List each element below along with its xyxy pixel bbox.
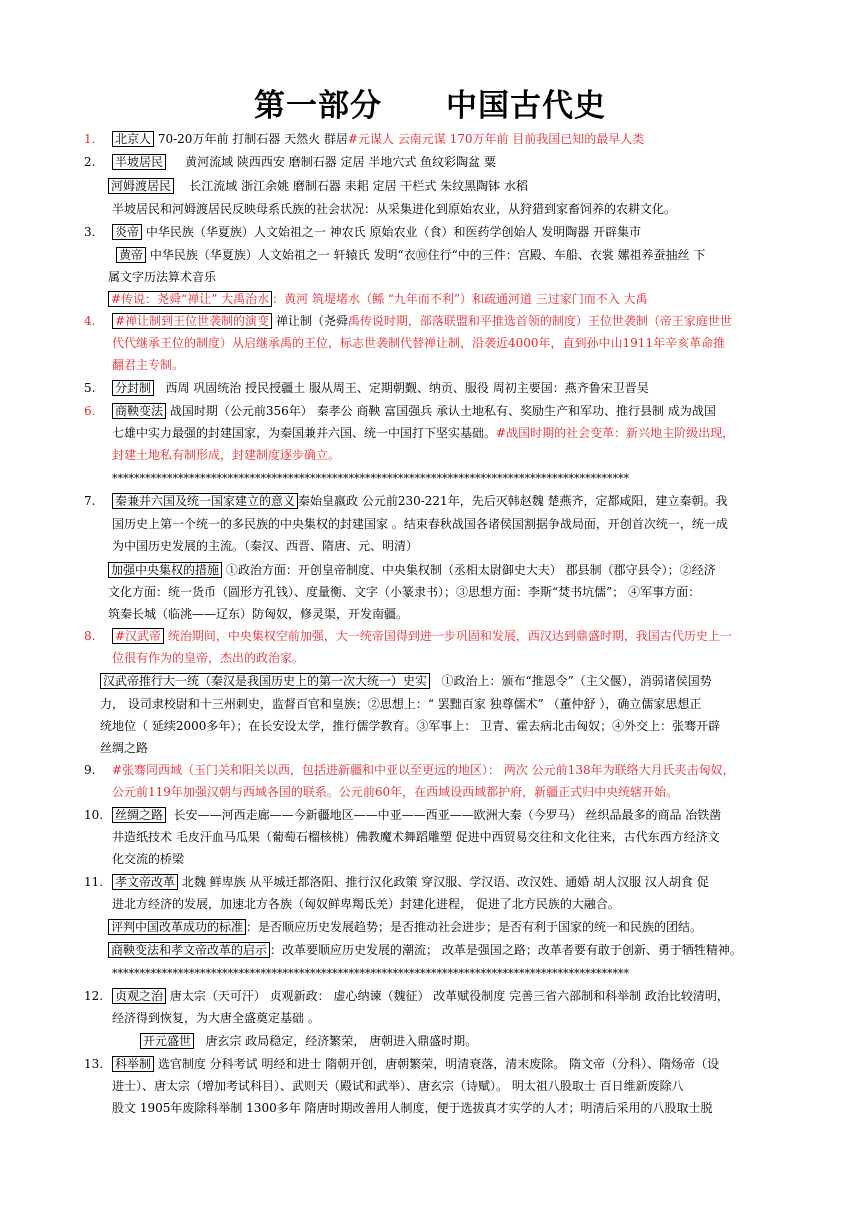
title-subject: 中国古代史 bbox=[446, 88, 606, 124]
boxed-term: 科举制 bbox=[112, 1056, 154, 1072]
item-number: 9. bbox=[84, 763, 96, 777]
boxed-term: 半坡居民 bbox=[112, 154, 166, 170]
text-line: #张骞同西域（玉门关和阳关以西，包括进新疆和中亚以至更远的地区）： 两次 公元前138年为联络大月氏夹击匈奴， bbox=[112, 763, 735, 777]
text-line bbox=[112, 988, 729, 1004]
item-number: 10. bbox=[84, 808, 104, 822]
text-line: 属文字历法算术音乐 bbox=[108, 270, 217, 284]
item-number: 13. bbox=[84, 1057, 104, 1071]
line-text: 唐太宗（天可汗） 贞观新政： 虚心纳谏（魏征） 改革赋役制度 完善三省六部制和科举制 政治比较清明， bbox=[169, 989, 729, 1003]
text-line: 股文 1905年废除科举制 1300多年 隋唐时期改善用人制度，便于选拔真才实学的人才；明清后采用的八股取士脱 bbox=[112, 1101, 713, 1115]
text-line bbox=[112, 493, 728, 509]
text-line: 丝绸之路 bbox=[100, 741, 149, 755]
line-text: ：改革要顺应历史发展的潮流； 改革是强国之路；改革者要有敢于创新、勇于牺牲精神。 bbox=[270, 943, 742, 957]
text-line: 为中国历史发展的主流。（秦汉、西晋、隋唐、元、明清） bbox=[112, 539, 419, 553]
text-line bbox=[100, 673, 712, 689]
line-text: 禅让制（尧舜 bbox=[275, 314, 348, 328]
line-text: 中华民族（华夏族）人文始祖之一 轩辕氏 发明“衣⑩住行“中的三件：宫殿、车船、衣裳 嫘祖养蚕抽丝 下 bbox=[149, 248, 706, 262]
text-line: 代代继承王位的制度）从启继承禹的王位，标志世袭制代替禅让制，沿袭近4000年，直到孙中山1911年辛亥革命推 bbox=[112, 336, 726, 350]
text-line bbox=[140, 1033, 477, 1049]
boxed-term: 商鞅变法和孝文帝改革的启示 bbox=[108, 942, 270, 958]
boxed-term: 贞观之治 bbox=[112, 988, 166, 1004]
item-number: 11. bbox=[84, 875, 104, 889]
text-line bbox=[108, 291, 648, 307]
line-text: 秦始皇嬴政 公元前230-221年，先后灭韩赵魏 楚燕齐，定都咸阳，建立秦朝。我 bbox=[298, 494, 728, 508]
item-number: 2. bbox=[84, 155, 96, 169]
text-line: 翻君主专制。 bbox=[112, 358, 185, 372]
line-text: 中华民族（华夏族）人文始祖之一 神农氏 原始农业（食）和医药学创始人 发明陶器 开辟集市 bbox=[145, 225, 642, 239]
text-line bbox=[112, 425, 734, 441]
text-line bbox=[112, 874, 709, 890]
boxed-term: 分封制 bbox=[112, 380, 154, 396]
line-text: 战国时期（公元前356年） 秦孝公 商鞅 富国强兵 承认土地私有、奖励生产和军功、推行县制 成为战国 bbox=[169, 404, 716, 418]
line-text: ①政治方面：开创皇帝制度、中央集权制（丞相太尉御史大夫） 郡县制（郡守县令）；②经济 bbox=[225, 563, 716, 577]
text-line: 统地位（ 延续2000多年）；在长安设太学，推行儒学教育。③军事上： 卫青、霍去病北击匈奴；④外交上：张骞开辟 bbox=[100, 719, 721, 733]
line-text: ①政治上：颁布“推恩令”（主父偃），消弱诸侯国势 bbox=[441, 674, 712, 688]
text-line bbox=[112, 628, 732, 644]
text-line bbox=[108, 919, 702, 935]
highlight-text: ：黄河 筑堤堵水（鲧 “九年而不利”）和疏通河道 三过家门而不入 大禹 bbox=[272, 292, 648, 306]
item-number: 8. bbox=[84, 629, 96, 643]
separator-stars: ********************************************************************************************** bbox=[112, 967, 629, 980]
title-part: 第一部分 bbox=[254, 88, 382, 124]
boxed-term: 河姆渡居民 bbox=[108, 178, 174, 194]
line-text: 长安——河西走廊——今新疆地区——中亚——西亚——欧洲大秦（今罗马） 丝织品最多的商品 冶铁凿 bbox=[173, 808, 722, 822]
boxed-term: 黄帝 bbox=[116, 247, 146, 263]
text-line bbox=[108, 178, 528, 194]
boxed-term: 北京人 bbox=[112, 131, 154, 147]
boxed-term: 孝文帝改革 bbox=[112, 874, 178, 890]
item-number: 1. bbox=[84, 132, 96, 146]
text-line bbox=[108, 942, 742, 958]
text-line bbox=[116, 247, 705, 263]
boxed-term: 开元盛世 bbox=[140, 1033, 194, 1049]
line-text: 黄河流域 陕西西安 磨制石器 定居 半地穴式 鱼纹彩陶盆 粟 bbox=[185, 155, 496, 169]
highlight-text: 统治期间，中央集权空前加强，大一统帝国得到进一步巩固和发展，西汉达到鼎盛时期，我国古代历史上一 bbox=[167, 629, 732, 643]
line-text: 七雄中实力最强的封建国家，为秦国兼并六国、统一中国打下坚实基础。 bbox=[112, 426, 497, 440]
text-line bbox=[112, 403, 716, 419]
boxed-term: 评判中国改革成功的标准 bbox=[108, 919, 246, 935]
text-line: 经济得到恢复，为大唐全盛奠定基础 。 bbox=[112, 1011, 320, 1025]
text-line bbox=[108, 562, 716, 578]
text-line: 国历史上第一个统一的多民族的中央集权的封建国家 。结束春秋战国各诸侯国割据争战局面，开创首次统一，统一成 bbox=[112, 517, 728, 531]
item-number: 4. bbox=[84, 314, 96, 328]
boxed-term: 炎帝 bbox=[112, 224, 142, 240]
text-line: 力， 设司隶校尉和十三州刺史，监督百官和皇族；②思想上：“ 罢黜百家 独尊儒术” （董仲舒 ），确立儒家思想正 bbox=[100, 697, 702, 711]
text-line: 进北方经济的发展，加速北方各族（匈奴鲜卑羯氐羌）封建化进程， 促进了北方民族的大融合。 bbox=[112, 897, 620, 911]
text-line bbox=[112, 224, 641, 240]
page-title bbox=[0, 80, 860, 125]
highlight-text: #战国时期的社会变革：新兴地主阶级出现， bbox=[496, 426, 735, 440]
text-line: 文化方面：统一货币（圆形方孔钱）、度量衡、文字（小篆隶书）；③思想方面：李斯“焚书坑儒”； ④军事方面： bbox=[108, 585, 701, 599]
item-number: 7. bbox=[84, 494, 96, 508]
text-line: 封建土地私有制形成，封建制度逐步确立。 bbox=[112, 448, 341, 462]
line-text: 选官制度 分科考试 明经和进士 隋朝开创，唐朝繁荣，明清衰落，清末废除。 隋文帝（分科）、隋炀帝（设 bbox=[157, 1057, 720, 1071]
boxed-term: 丝绸之路 bbox=[112, 807, 166, 823]
text-line bbox=[112, 807, 721, 823]
text-line: 筑秦长城（临洮——辽东）防匈奴，修灵渠，开发南疆。 bbox=[108, 607, 409, 621]
text-line bbox=[112, 1056, 719, 1072]
boxed-term: 秦兼并六国及统一国家建立的意义 bbox=[112, 493, 298, 509]
line-text: 长江流域 浙江余姚 磨制石器 耒耜 定居 干栏式 朱纹黑陶钵 水稻 bbox=[189, 179, 528, 193]
item-number: 6. bbox=[84, 404, 96, 418]
boxed-term: 商鞅变法 bbox=[112, 403, 166, 419]
text-line bbox=[112, 131, 644, 147]
boxed-term: 加强中央集权的措施 bbox=[108, 562, 222, 578]
boxed-term: #传说：尧舜“禅让” 大禹治水 bbox=[108, 291, 272, 307]
item-number: 3. bbox=[84, 225, 96, 239]
text-line bbox=[112, 154, 496, 170]
text-line bbox=[112, 380, 649, 396]
line-text: 西周 巩固统治 授民授疆土 服从周王、定期朝觐、纳贡、服役 周初主要国：燕齐鲁宋卫晋吴 bbox=[165, 381, 649, 395]
boxed-term: #汉武帝 bbox=[112, 628, 164, 644]
separator-stars: ********************************************************************************************** bbox=[112, 472, 629, 485]
text-line: 半坡居民和河姆渡居民反映母系氏族的社会状况：从采集进化到原始农业，从狩猎到家畜饲养的农耕文化。 bbox=[112, 202, 677, 216]
text-line: 公元前119年加强汉朝与西域各国的联系。公元前60年，在西域设西域都护府，新疆正式归中央统辖开始。 bbox=[112, 785, 679, 799]
text-line: 井造纸技术 毛皮汗血马瓜果（葡萄石榴核桃）佛教魔术舞蹈雕塑 促进中西贸易交往和文化往来，古代东西方经济文 bbox=[112, 830, 720, 844]
text-line bbox=[112, 313, 732, 329]
text-line: 位很有作为的皇帝，杰出的政治家。 bbox=[112, 651, 305, 665]
text-line: 化交流的桥梁 bbox=[112, 852, 185, 866]
text-line: 进士）、唐太宗（增加考试科目）、武则天（殿试和武举）、唐玄宗（诗赋）。 明太祖八股取士 百日维新废除八 bbox=[112, 1079, 684, 1093]
item-number: 5. bbox=[84, 381, 96, 395]
boxed-term: 汉武帝推行大一统（秦汉是我国历史上的第一次大统一）史实 bbox=[100, 673, 430, 689]
line-text: ：是否顺应历史发展趋势；是否推动社会进步；是否有利于国家的统一和民族的团结。 bbox=[246, 920, 703, 934]
line-text: 北魏 鲜卑族 从平城迁都洛阳、推行汉化政策 穿汉服、学汉语、改汉姓、通婚 胡人汉服 汉人胡食 促 bbox=[181, 875, 709, 889]
line-text: 唐玄宗 政局稳定，经济繁荣， 唐朝进入鼎盛时期。 bbox=[205, 1034, 478, 1048]
item-number: 12. bbox=[84, 989, 104, 1003]
line-text: 70-20万年前 打制石器 天然火 群居 bbox=[157, 132, 348, 146]
highlight-text: 禹传说时期，部落联盟和平推选首领的制度）王位世袭制（帝王家庭世世 bbox=[347, 314, 732, 328]
highlight-text: #元谋人 云南元谋 170万年前 目前我国已知的最早人类 bbox=[347, 132, 645, 146]
boxed-term: #禅让制到王位世袭制的演变 bbox=[112, 313, 272, 329]
